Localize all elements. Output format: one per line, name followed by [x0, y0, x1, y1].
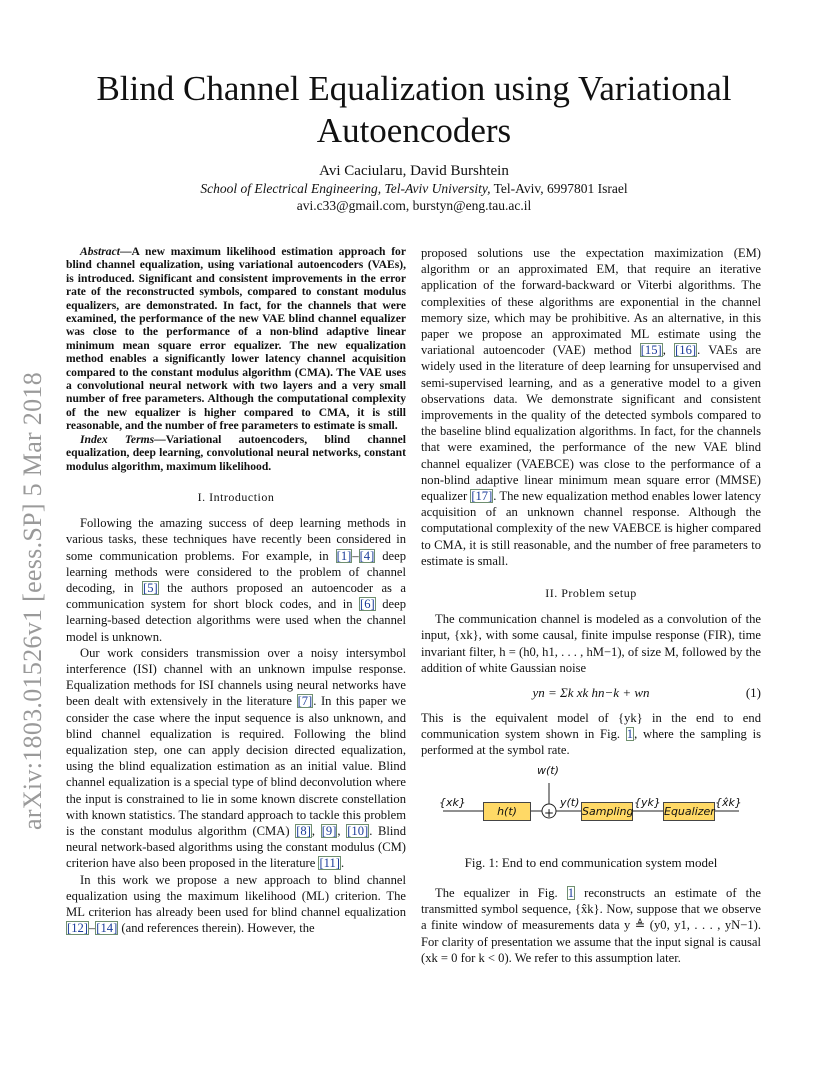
abstract-text: —A new maximum likelihood estimation approach for blind channel equalization, using variational autoencoders (VAEs), is introduced. Significant and consistent improvements in the error rate of the reconstructed symbols, compared to constant modulus equalizers, are demonstrated. In fact, for the channels that were examined, the performance of the new VAE blind channel equalizer was close to the performance of a non-blind adaptive linear minimum mean square error equalizer. The new equalization method enables a significantly lower latency channel acquisition compared to the constant modulus algorithm (CMA). The VAE uses a convolutional neural network with two layers and a very small number of free parameters. Although the computational complexity of the new equalizer is higher compared to CMA, it is still reasonable, and the number of free parameters to estimate is small. [66, 245, 406, 433]
left-column [66, 245, 406, 936]
citation-link[interactable]: [4] [359, 548, 375, 563]
text-run: . Blind neural network-based algorithms using the constant modulus (CM) criterion have also been proposed in the literature [66, 823, 407, 871]
affiliation [60, 181, 768, 197]
citation-link[interactable]: [14] [96, 921, 118, 936]
abstract-label: Abstract [80, 245, 120, 258]
adder-plus: + [544, 805, 555, 820]
citation-link[interactable]: [17] [471, 489, 493, 504]
citation-link[interactable]: [11] [319, 856, 340, 871]
text-run: – [88, 921, 96, 936]
index-terms-label: Index Terms [80, 432, 155, 446]
text-run: This is the equivalent model of {yk} in the end to end communication system shown in Fig. [421, 711, 761, 742]
authors: Avi Caciularu, David Burshtein [319, 163, 509, 179]
sampling-block: Sampling [581, 802, 633, 821]
setup-paragraph-2 [421, 710, 761, 759]
affiliation-italic: School of Electrical Engineering, Tel-Aviv University, [200, 181, 491, 196]
channel-block: h(t) [483, 802, 531, 821]
section-heading-introduction: I. Introduction [197, 489, 275, 504]
noise-label: w(t) [537, 763, 559, 777]
setup-paragraph-3 [421, 885, 761, 966]
text-run: In this work we propose a new approach to blind channel equalization using the maximum likelihood (ML) criterion. The ML criterion has already been used for blind channel equalization [66, 872, 406, 919]
equation-number: (1) [745, 685, 761, 701]
text-run: Our work considers transmission over a noisy intersymbol interference (ISI) channel with an unknown impulse response. Equalization methods for ISI channels using neural networks have been dealt with extensively in the literature [66, 645, 406, 709]
figure-ref-link[interactable]: 1 [626, 727, 634, 742]
yk-label: {yk} [634, 795, 661, 809]
text-run: . The new equalization method enables lower latency acquisition of an unknown channel response. Although the computational complexity of the new VAEBCE is higher compared to CMA, it is still reasonable, and the number of free parameters to estimate is small. [421, 489, 762, 568]
text-run: deep learning-based detection algorithms were used when the channel model is unknown. [66, 597, 406, 644]
text-run: reconstructs an estimate of the transmitted symbol sequence, {x̂k}. Now, suppose that we observe a finite window of measurements data y ≜ (y0, y1, . . . , yN−1). For clarity of presentation we assume that the input signal is causal (xk = 0 for k < 0). We refer to this assumption later. [421, 885, 761, 965]
equalizer-block: Equalizer [663, 802, 715, 821]
intro-paragraph-2 [66, 645, 406, 872]
abstract [66, 245, 406, 433]
text-run: – [352, 548, 359, 563]
text-run: the authors proposed an autoencoder as a communication system for short block codes, and in [66, 580, 407, 612]
output-label: {x̂k} [715, 795, 742, 809]
text-run: The equalizer in Fig. [435, 885, 567, 900]
text-run: proposed solutions use the expectation maximization (EM) algorithm or an approximated EM, that require an iterative application of the forward-backward or Viterbi algorithms. The complexities of these algorithms are exponential in the channel memory size, which may be prohibitive. As an alternative, in this paper we propose an approximated ML estimate using the variational autoencoder (VAE) method [421, 246, 761, 358]
citation-link[interactable]: [1] [336, 548, 352, 563]
citation-link[interactable]: [10] [347, 823, 369, 838]
paper-title: Blind Channel Equalization using Variational Autoencoders [96, 69, 732, 150]
equation-body: yn = Σk xk hn−k + wn [532, 685, 650, 701]
intro-paragraph-1 [66, 515, 406, 645]
text-run: . In this paper we consider the case where the input sequence is also unknown, and blind channel equalization is required. Following the blind equalization step, one can apply decision directed equalization, using the blind equalization estimation as an initial value. Blind channel equalization is a special type of blind deconvolution where the input is constrained to lie in some known discrete constellation with known statistics. The standard approach to tackle this problem is the constant modulus algorithm (CMA) [66, 694, 406, 838]
section-heading-problem-setup: II. Problem setup [545, 586, 637, 601]
text-run: deep learning methods were considered to the problem of channel decoding, in [66, 548, 406, 595]
equation-1 [421, 676, 761, 710]
intro-paragraph-3 [66, 872, 406, 937]
citation-link[interactable]: [16] [675, 343, 697, 358]
text-run: Following the amazing success of deep learning methods in various tasks, these techniques have recently been considered in some communication problems. For example, in [66, 516, 406, 563]
figure-caption: Fig. 1: End to end communication system model [464, 854, 718, 870]
text-run: , [311, 823, 321, 838]
email: avi.c33@gmail.com, burstyn@eng.tau.ac.il [296, 198, 532, 213]
citation-link[interactable]: [5] [143, 580, 158, 595]
text-run: , [662, 343, 675, 358]
citation-link[interactable]: [15] [640, 343, 662, 358]
text-run: . [341, 856, 345, 871]
text-run: . VAEs are widely used in the literature of deep learning for unsupervised and semi-supervised learning, and as a generative model to a given observations data. We demonstrate significant and consistent improvements in the quality of the detected symbols compared to the baseline blind equalization algorithms. In fact, for the channels that were examined, the performance of the new VAE blind channel equalizer (VAEBCE) was close to the performance of a non-blind adaptive linear minimum mean square error (MMSE) equalizer [421, 343, 762, 504]
block-diagram-figure [421, 763, 761, 851]
input-label: {xk} [439, 795, 466, 809]
figure-ref-link[interactable]: 1 [567, 885, 575, 900]
citation-link[interactable]: [8] [296, 823, 311, 838]
citation-link[interactable]: [6] [360, 597, 375, 612]
text-run: , where the sampling is performed at the symbol rate. [421, 727, 762, 758]
arxiv-side-label: arXiv:1803.01526v1 [eess.SP] 5 Mar 2018 [18, 372, 47, 830]
right-paragraph-1 [421, 245, 761, 569]
citation-link[interactable]: [7] [297, 694, 313, 709]
affiliation-rest: Tel-Aviv, 6997801 Israel [490, 181, 628, 196]
index-terms [66, 433, 406, 473]
right-column [421, 245, 761, 966]
index-terms-text: —Variational autoencoders, blind channel equalization, deep learning, convolutional neural networks, constant modulus algorithm, maximum likelihood. [66, 432, 406, 473]
citation-link[interactable]: [9] [321, 823, 337, 838]
y-label: y(t) [560, 795, 580, 809]
text-run: (and references therein). However, the [118, 921, 315, 936]
text-run: , [337, 823, 347, 838]
setup-paragraph-1: The communication channel is modeled as a convolution of the input, {xk}, with some causal, finite impulse response (FIR), time invariant filter, h = (h0, h1, . . . , hM−1), of size M, followed by the addition of white Gaussian noise [421, 612, 761, 675]
citation-link[interactable]: [12] [67, 921, 88, 936]
